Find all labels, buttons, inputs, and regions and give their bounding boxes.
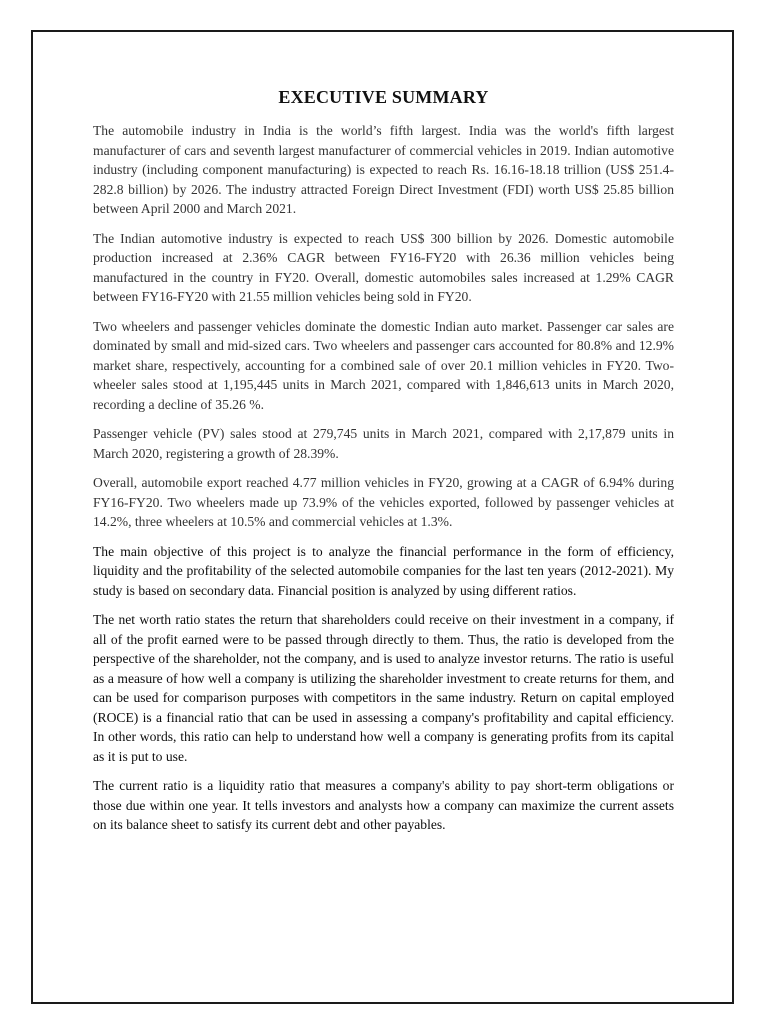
paragraph-exports: Overall, automobile export reached 4.77 million vehicles in FY20, growing at a CAGR of 6.94% during FY16-FY20. Two wheelers made up 73.9% of the vehicles exported, followed by passenger vehicles at 14.2%, three wheelers at 10.5% and commercial vehicles at 1.3%.	[93, 475, 674, 529]
paragraph-net-worth-ratio: The net worth ratio states the return that shareholders could receive on their investment in a company, if all of the profit earned were to be passed through directly to them. Thus, the ratio is developed from the perspective of the shareholder, not the company, and is used to analyze investor returns. The ratio is useful as a measure of how well a company is utilizing the shareholder investment to create returns for them, and can be used for comparison purposes with competitors in the same industry. Return on capital employed (ROCE) is a financial ratio that can be used in assessing a company's profitability and capital efficiency. In other words, this ratio can help to understand how well a company is generating profits from its capital as it is put to use.	[93, 612, 674, 764]
paragraph-industry-overview: The automobile industry in India is the world’s fifth largest. India was the world's fifth largest manufacturer of cars and seventh largest manufacturer of commercial vehicles in 2019. Indian automotive industry (including component manufacturing) is expected to reach Rs. 16.16-18.18 trillion (US$ 251.4-282.8 billion) by 2026. The industry attracted Foreign Direct Investment (FDI) worth US$ 25.85 billion between April 2000 and March 2021.	[93, 123, 674, 216]
paragraph-production-sales: The Indian automotive industry is expected to reach US$ 300 billion by 2026. Domestic automobile production increased at 2.36% CAGR between FY16-FY20 with 26.36 million vehicles being manufactured in the country in FY20. Overall, domestic automobiles sales increased at 1.29% CAGR between FY16-FY20 with 21.55 million vehicles being sold in FY20.	[93, 230, 674, 304]
paragraph-passenger-vehicles: Passenger vehicle (PV) sales stood at 279,745 units in March 2021, compared with 2,17,879 units in March 2020, registering a growth of 28.39%.	[93, 426, 674, 461]
paragraph-objective: The main objective of this project is to analyze the financial performance in the form of efficiency, liquidity and the profitability of the selected automobile companies for the last ten years (2012-2021). My study is based on secondary data. Financial position is analyzed by using different ratios.	[93, 543, 674, 598]
paragraph-market-share: Two wheelers and passenger vehicles dominate the domestic Indian auto market. Passenger car sales are dominated by small and mid-sized cars. Two wheelers and passenger cars accounted for 80.8% and 12.9% market share, respectively, accounting for a combined sale of over 20.1 million vehicles in FY20. Two-wheeler sales stood at 1,195,445 units in March 2021, compared with 1,846,613 units in March 2020, recording a decline of 35.26 %.	[93, 318, 674, 412]
document-body	[93, 84, 674, 845]
document-title: EXECUTIVE SUMMARY	[278, 87, 489, 107]
paragraph-current-ratio: The current ratio is a liquidity ratio that measures a company's ability to pay short-term obligations or those due within one year. It tells investors and analysts how a company can maximize the current assets on its balance sheet to satisfy its current debt and other payables.	[93, 778, 674, 832]
